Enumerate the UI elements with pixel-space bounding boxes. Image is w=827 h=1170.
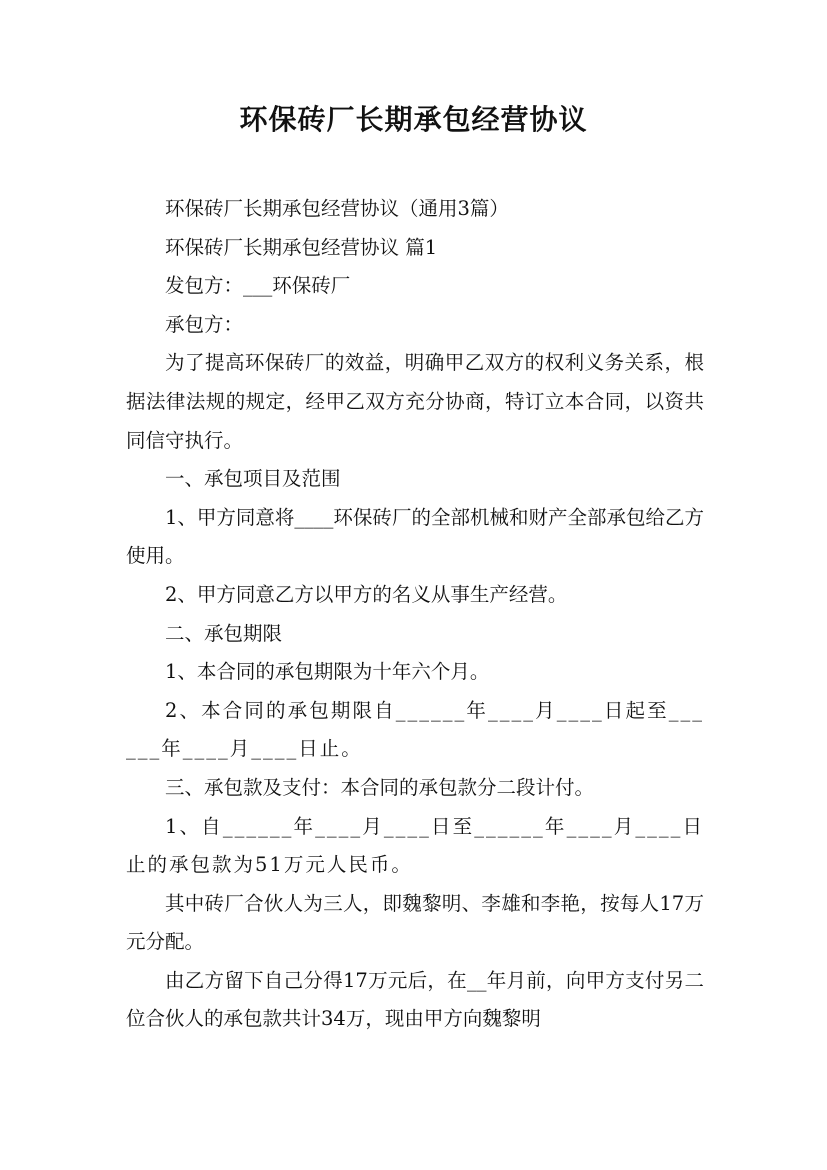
paragraph-clause-3-heading: 三、承包款及支付：本合同的承包款分二段计付。 — [165, 775, 595, 799]
paragraph-subtitle: 环保砖厂长期承包经营协议（通用3篇） — [165, 197, 509, 220]
paragraph-contractor: 承包方： — [165, 312, 244, 336]
document-body — [126, 190, 704, 1039]
paragraph-contracting-party: 发包方：___环保砖厂 — [165, 274, 351, 298]
paragraph-clause-1-2: 2、甲方同意乙方以甲方的名义从事生产经营。 — [165, 582, 568, 606]
paragraph-clause-3-1: 1、自______年____月____日至______年____月____日止的承包款为51万元人民币。 — [126, 814, 704, 877]
paragraph-preamble: 为了提高环保砖厂的效益，明确甲乙双方的权利义务关系，根据法律法规的规定，经甲乙双方充分协商，特订立本合同，以资共同信守执行。 — [126, 351, 704, 452]
paragraph-payment: 由乙方留下自己分得17万元后，在__年月前，向甲方支付另二位合伙人的承包款共计34万，现由甲方向魏黎明 — [126, 968, 704, 1031]
paragraph-partners: 其中砖厂合伙人为三人，即魏黎明、李雄和李艳，按每人17万元分配。 — [126, 891, 704, 954]
document-title: 环保砖厂长期承包经营协议 — [239, 103, 588, 136]
paragraph-clause-2-1: 1、本合同的承包期限为十年六个月。 — [165, 660, 490, 684]
paragraph-clause-1-heading: 一、承包项目及范围 — [165, 467, 341, 491]
paragraph-section-heading: 环保砖厂长期承包经营协议 篇1 — [165, 235, 438, 259]
paragraph-clause-2-2: 2、本合同的承包期限自______年____月____日起至______年____月____日止。 — [126, 698, 704, 761]
paragraph-clause-1-1: 1、甲方同意将____环保砖厂的全部机械和财产全部承包给乙方使用。 — [126, 505, 704, 568]
paragraph-clause-2-heading: 二、承包期限 — [165, 621, 283, 645]
